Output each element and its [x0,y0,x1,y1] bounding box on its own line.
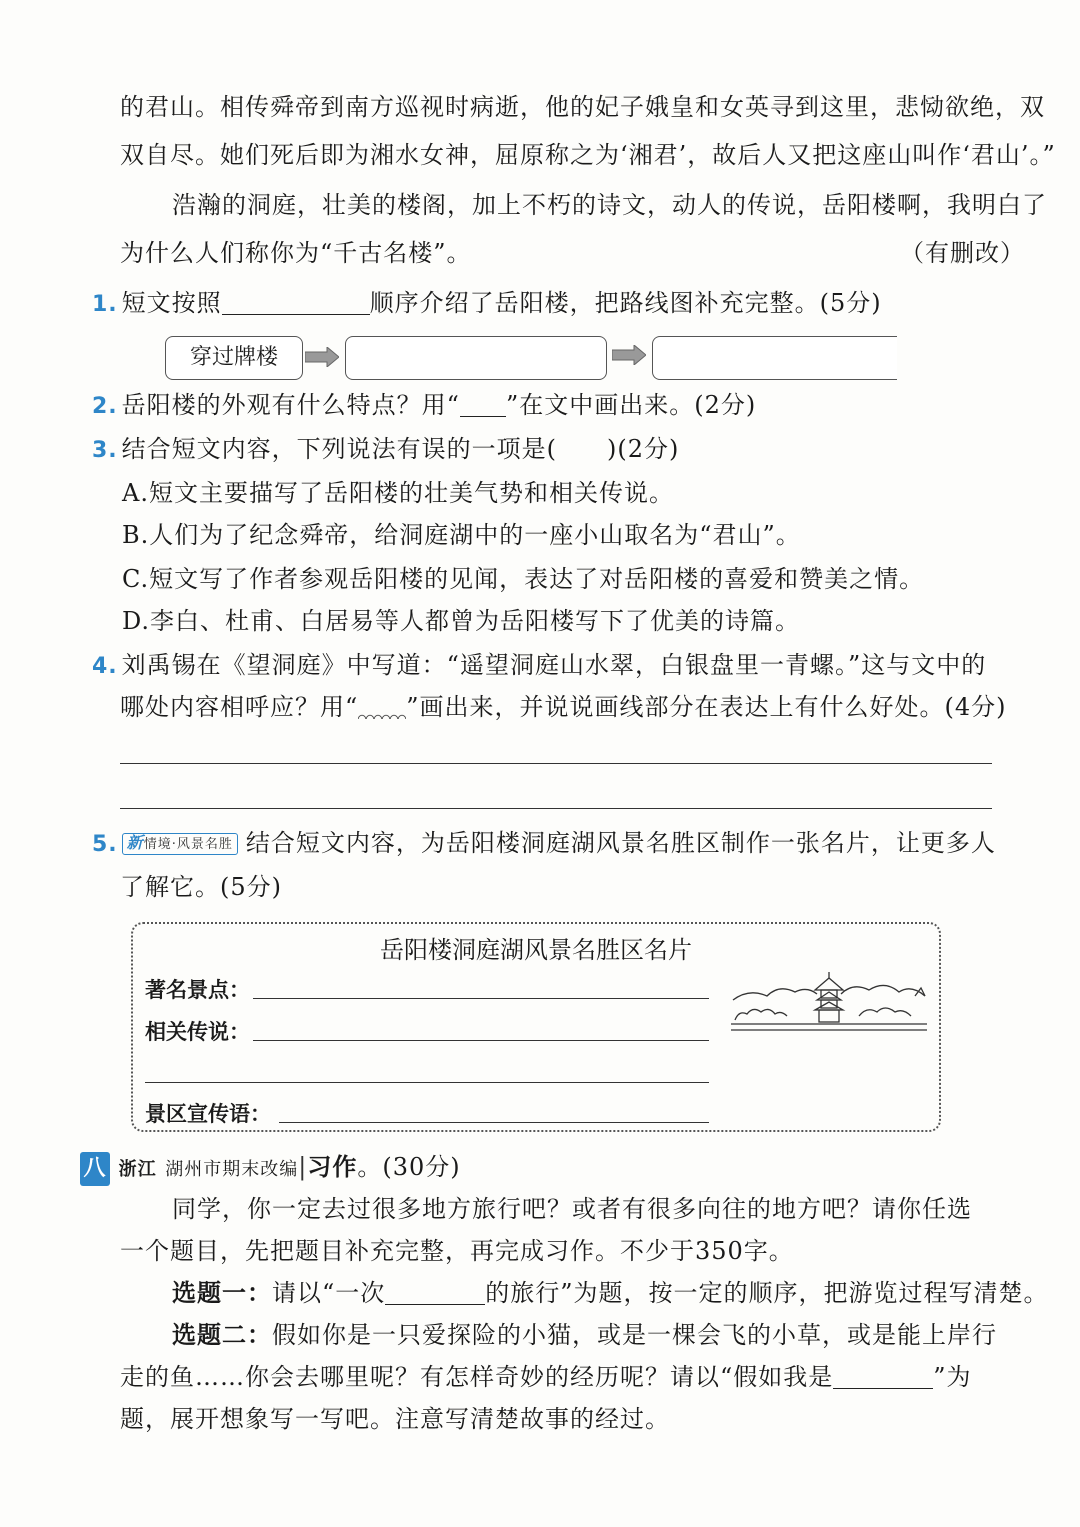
question-5-line-2: 了解它。(5分) [120,873,282,901]
scenic-card [131,922,941,1132]
option-c[interactable]: C.短文写了作者参观岳阳楼的见闻，表达了对岳阳楼的喜爱和赞美之情。 [122,565,925,593]
wavy-underline-sample [358,695,406,719]
flow-arrow-1-icon [305,347,339,367]
topic-option-1-text-b: 的旅行”为题，按一定的顺序，把游览过程写清楚。 [485,1279,1049,1307]
question-4-text-a: 哪处内容相呼应？用“ [120,693,359,721]
flow-step-3-blank[interactable] [652,336,897,380]
question-1-text-b: 顺序介绍了岳阳楼，把路线图补充完整。(5分) [369,289,882,317]
card-line-extra[interactable] [145,1082,709,1083]
question-2-number: 2. [92,394,118,419]
question-2-text-a: 岳阳楼的外观有什么特点？用“ [121,391,460,419]
question-4-line-1: 刘禹锡在《望洞庭》中写道：“遥望洞庭山水翠，白银盘里一青螺。”这与文中的 [121,651,987,679]
card-label-slogan: 景区宣传语： [145,1102,271,1126]
question-3-text[interactable]: 结合短文内容，下列说法有误的一项是( )(2分) [121,435,680,463]
card-label-legend: 相关传说： [145,1020,250,1044]
topic-option-2-line-3: 题，展开想象写一写吧。注意写清楚故事的经过。 [120,1405,670,1433]
option-d[interactable]: D.李白、杜甫、白居易等人都曾为岳阳楼写下了优美的诗篇。 [122,607,801,635]
flow-step-1-label: 穿过牌楼 [189,345,278,370]
topic-option-1 [172,1276,1049,1310]
new-tag-label: 情境·风景名胜 [143,837,233,852]
topic-option-2-line-2 [120,1360,972,1394]
new-context-tag [122,833,238,855]
topic-option-2-text-2a: 走的鱼……你会去哪里呢？有怎样奇妙的经历呢？请以“假如我是 [120,1363,834,1391]
option-b[interactable]: B.人们为了纪念舜帝，给洞庭湖中的一座小山取名为“君山”。 [122,521,801,549]
question-1 [92,286,882,322]
card-label-attractions: 著名景点： [145,978,250,1002]
topic-option-2-text-1: 假如你是一只爱探险的小猫，或是一棵会飞的小草，或是能上岸行 [272,1321,997,1349]
passage-line-2: 双自尽。她们死后即为湘水女神，屈原称之为‘湘君’，故后人又把这座山叫作‘君山’。” [120,141,1056,169]
question-5-line-1: 结合短文内容，为岳阳楼洞庭湖风景名胜区制作一张名片，让更多人 [245,829,996,857]
flow-step-2-blank[interactable] [345,336,607,380]
question-2-text-b: ”在文中画出来。(2分) [505,391,757,419]
question-2 [92,388,756,424]
answer-line-1[interactable] [120,763,992,764]
section-8-para-1-line-1: 同学，你一定去过很多地方旅行吧？或者有很多向往的地方吧？请你任选 [172,1195,972,1223]
section-8-source: 湖州市期末改编 [165,1159,299,1180]
question-3-number: 3. [92,438,118,463]
question-4-number: 4. [92,654,118,679]
topic-option-1-blank[interactable] [385,1280,485,1305]
section-8-title: 习作 [307,1152,358,1181]
card-line-slogan[interactable] [279,1122,709,1123]
question-4 [92,648,986,684]
topic-option-2-line-1 [172,1318,997,1352]
topic-option-2-text-2b: ”为 [933,1363,972,1391]
question-1-blank[interactable] [222,290,370,315]
passage-source: （有删改） [900,239,1025,267]
section-8-para-1-line-2: 一个题目，先把题目补充完整，再完成习作。不少于350字。 [120,1237,794,1265]
topic-option-1-label: 选题一： [172,1278,272,1307]
question-1-number: 1. [92,292,118,317]
topic-option-2-blank[interactable] [833,1364,933,1389]
topic-option-1-text-a: 请以“一次 [272,1279,386,1307]
question-4-line-2 [120,690,1007,724]
flow-arrow-2-icon [612,345,646,365]
new-tag-mark: 新 [126,833,144,852]
passage-line-1: 的君山。相传舜帝到南方巡视时病逝，他的妃子娥皇和女英寻到这里，悲恸欲绝，双 [120,93,1045,121]
question-4-text-b: ”画出来，并说说画线部分在表达上有什么好处。(4分) [406,693,1007,721]
section-8-badge: 八 [80,1152,110,1186]
question-3 [92,432,679,468]
section-8-region: 浙江 [118,1159,157,1180]
question-2-underline-sample [460,392,506,417]
passage-line-4: 为什么人们称你为“千古名楼”。 [120,239,472,267]
card-title: 岳阳楼洞庭湖风景名胜区名片 [380,936,692,964]
topic-option-2-label: 选题二： [172,1320,272,1349]
section-8-header: 八 浙江 湖州市期末改编|习作。(30分) [80,1150,461,1187]
pavilion-illustration-icon [729,970,929,1034]
option-a[interactable]: A.短文主要描写了岳阳楼的壮美气势和相关传说。 [122,479,674,507]
card-line-attractions[interactable] [253,998,709,999]
answer-line-2[interactable] [120,808,992,809]
question-5-number: 5. [92,832,118,857]
section-8-score: 。(30分) [357,1153,461,1181]
question-1-text-a: 短文按照 [121,289,222,317]
passage-line-3: 浩瀚的洞庭，壮美的楼阁，加上不朽的诗文，动人的传说，岳阳楼啊，我明白了 [172,191,1047,219]
flow-step-1 [165,336,303,380]
card-line-legend[interactable] [253,1040,709,1041]
question-5 [92,826,996,862]
